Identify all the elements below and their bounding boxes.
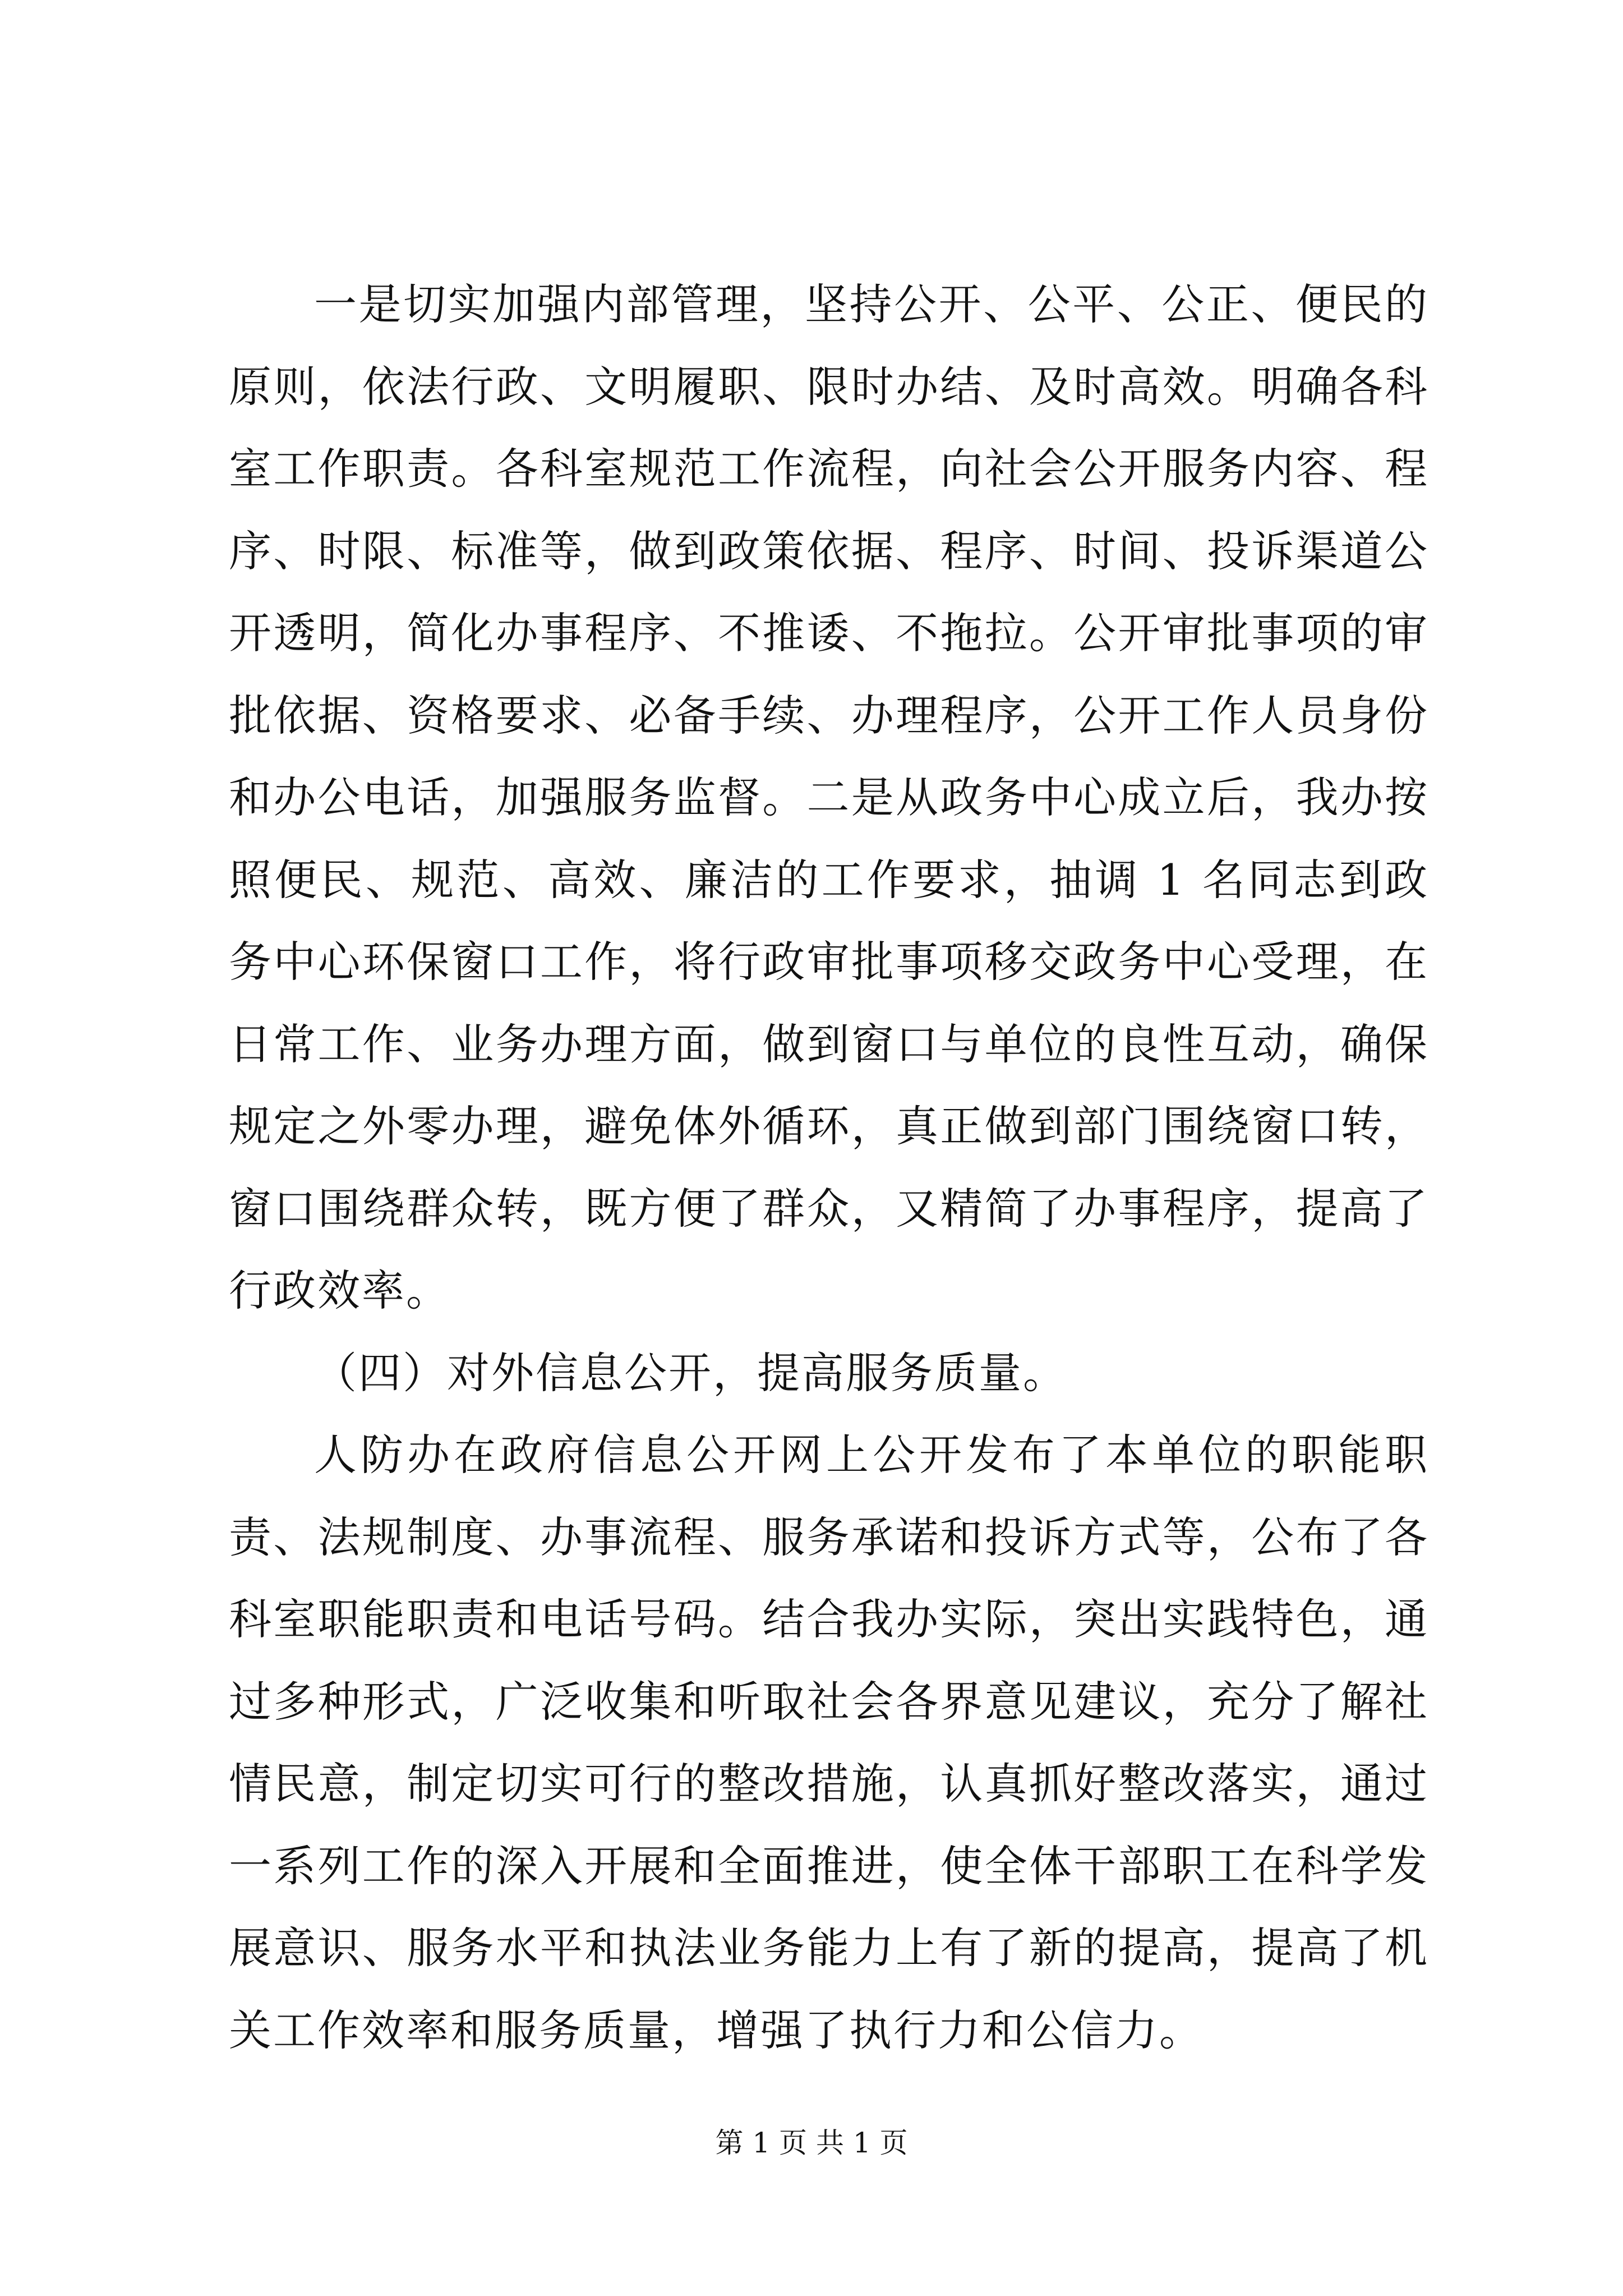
body-paragraph-internal-management: 一是切实加强内部管理，坚持公开、公平、公正、便民的原则，依法行政、文明履职、限时办结、及时高效。明确各科室工作职责。各科室规范工作流程，向社会公开服务内容、程序、时限、标准等，做到政策依据、程序、时间、投诉渠道公开透明，简化办事程序、不推诿、不拖拉。公开审批事项的审批依据、资格要求、必备手续、办理程序，公开工作人员身份和办公电话，加强服务监督。二是从政务中心成立后，我办按照便民、规范、高效、廉洁的工作要求，抽调 1 名同志到政务中心环保窗口工作，将行政审批事项移交政务中心受理，在日常工作、业务办理方面，做到窗口与单位的良性互动，确保规定之外零办理，避免体外循环，真正做到部门围绕窗口转，窗口围绕群众转，既方便了群众，又精简了办事程序，提高了行政效率。 [229,279,1429,1315]
section-heading-info-disclosure: （四）对外信息公开，提高服务质量。 [314,1347,1067,1398]
page-footer: 第 1 页 共 1 页 [715,2127,908,2159]
body-paragraph-info-disclosure: 人防办在政府信息公开网上公开发布了本单位的职能职责、法规制度、办事流程、服务承诺和投诉方式等，公布了各科室职能职责和电话号码。结合我办实际，突出实践特色，通过多种形式，广泛收集和听取社会各界意见建议，充分了解社情民意，制定切实可行的整改措施，认真抓好整改落实，通过一系列工作的深入开展和全面推进，使全体干部职工在科学发展意识、服务水平和执法业务能力上有了新的提高，提高了机关工作效率和服务质量，增强了执行力和公信力。 [229,1430,1429,2055]
document-body [229,264,1429,2072]
